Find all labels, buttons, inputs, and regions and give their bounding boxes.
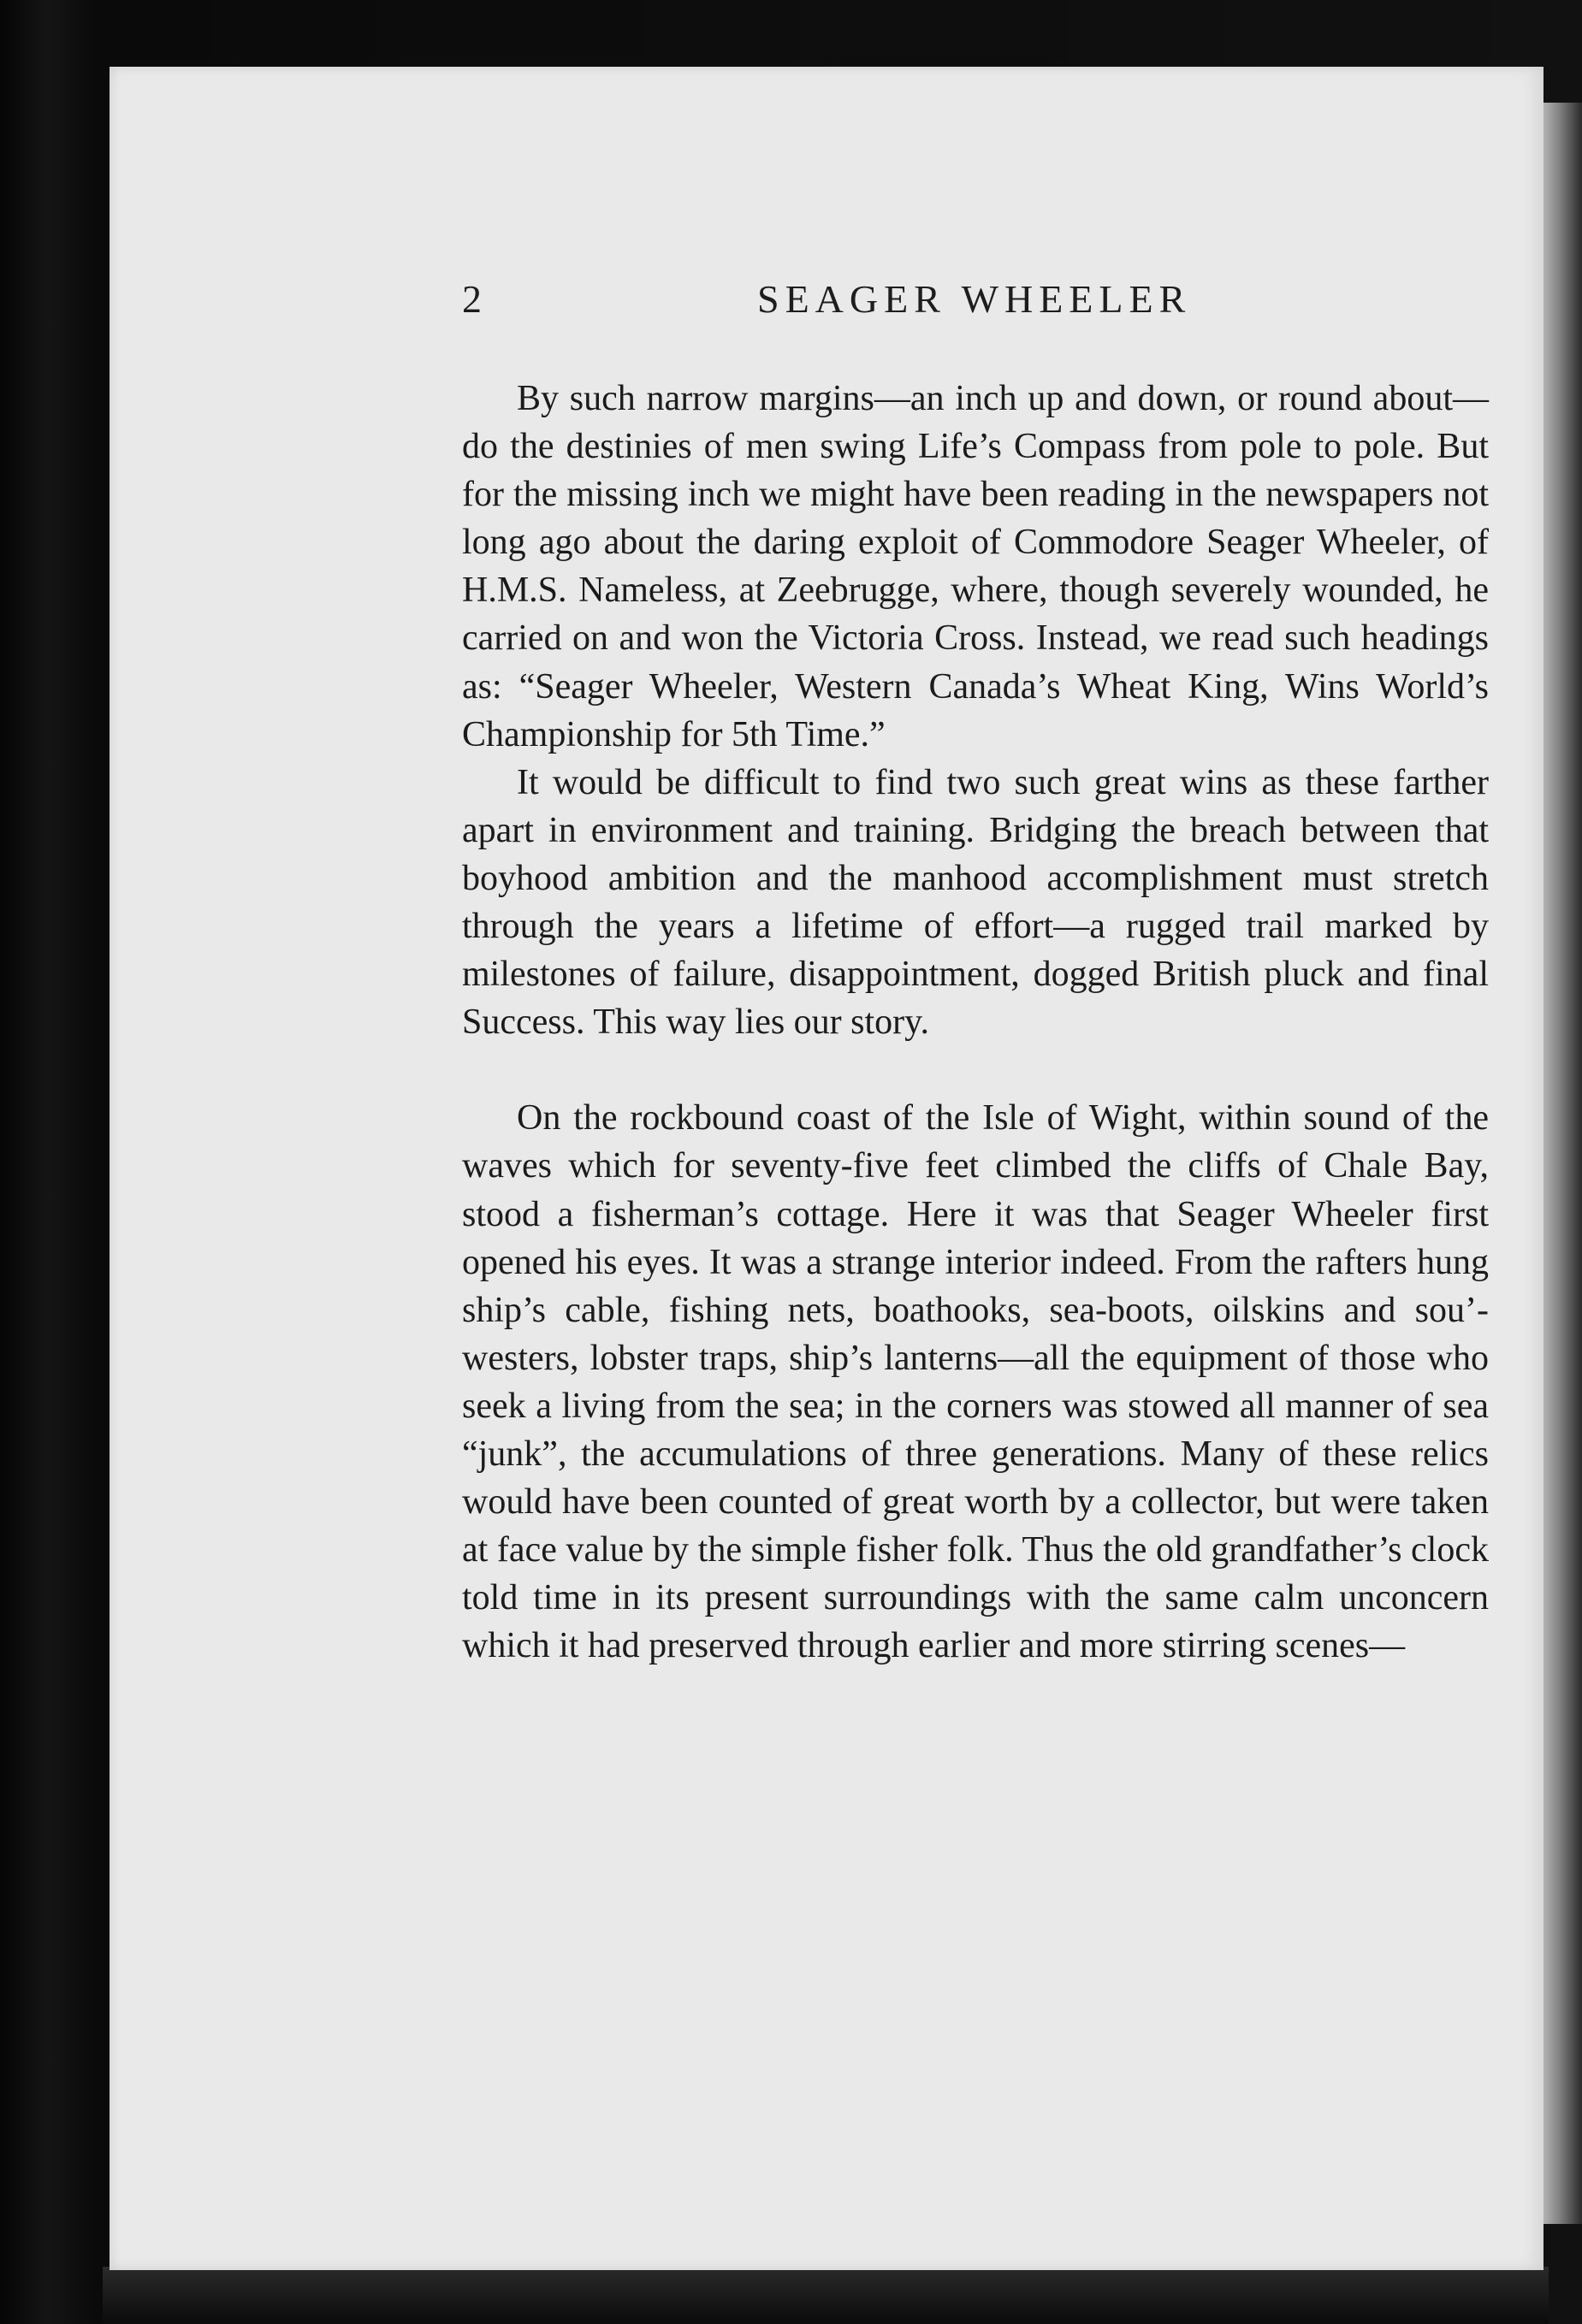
paragraph-3: On the rockbound coast of the Isle of Wight, within sound of the waves which for seventy-five feet climbed the cliffs of Chale Bay, stood a fisherman’s cottage. Here it was that Seager Wheeler first opened his eyes. It was a strange interior indeed. From the rafters hung ship’s cable, fishing nets, boathooks, sea-boots, oilskins and sou’-westers, lobster traps, ship’s lanterns—all the equipment of those who seek a living from the sea; in the corners was stowed all manner of sea “junk”, the accumulations of three generations. Many of these relics would have been counted of great worth by a collector, but were taken at face value by the simple fisher folk. Thus the old grandfather’s clock told time in its present surroundings with the same calm unconcern which it had preserved through earlier and more stirring scenes— [462, 1098, 1489, 1666]
page-edge-right [1540, 103, 1582, 2224]
paragraph-1: By such narrow margins—an inch up and down, or round about—do the destinies of men swing Life’s Compass from pole to pole. But for the missing inch we might have been reading in the newspapers not long ago about the daring exploit of Commodore Seager Wheeler, of H.M.S. Nameless, at Zeebrugge, where, though severely wounded, he carried on and won the Victoria Cross. Instead, we read such headings as: “Seager Wheeler, Western Canada’s Wheat King, Wins World’s Championship for 5th Time.” [462, 379, 1489, 754]
body-text [462, 375, 1489, 2085]
page-edge-bottom [103, 2267, 1549, 2324]
paragraph-2: It would be difficult to find two such great wins as these farther apart in environment and training. Bridging the breach between that boyhood ambition and the manhood accomplishment must stretch through the years a lifetime of effort—a rugged trail marked by milestones of failure, disappointment, dogged British pluck and final Success. This way lies our story. [462, 762, 1489, 1043]
running-head [462, 274, 1489, 325]
running-head-title: SEAGER WHEELER [757, 277, 1192, 321]
page-number: 2 [462, 277, 482, 321]
